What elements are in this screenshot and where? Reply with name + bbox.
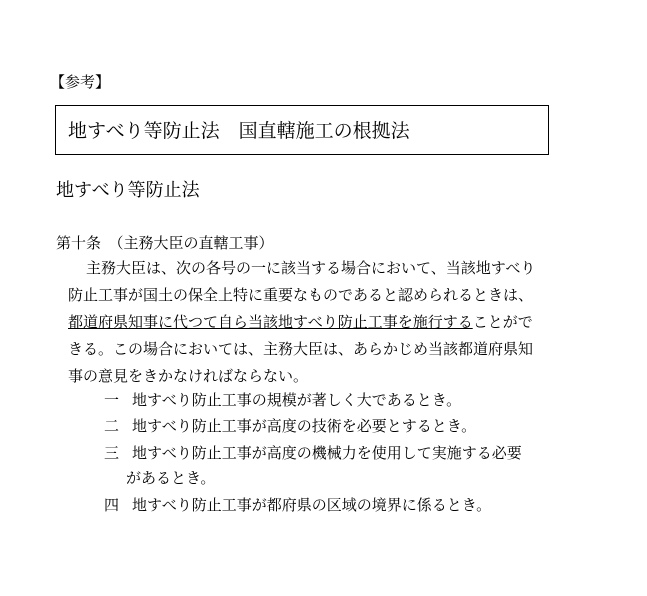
body-line-tail: ことがで [472, 313, 533, 331]
item-number: 二 [104, 417, 120, 435]
list-item [104, 442, 522, 464]
item-number: 三 [104, 444, 120, 462]
box-title: 地すべり等防止法 国直轄施工の根拠法 [68, 120, 410, 142]
body-line: 主務大臣は、次の各号の一に該当する場合において、当該地すべり [86, 259, 536, 277]
list-item [104, 389, 461, 411]
item-number: 一 [104, 391, 120, 409]
article-heading: 第十条 （主務大臣の直轄工事） [56, 234, 274, 252]
title-box [55, 105, 549, 155]
body-line: 事の意見をきかなければならない。 [68, 367, 309, 385]
body-line: 防止工事が国土の保全上特に重要なものであると認められるときは、 [68, 286, 534, 304]
law-title: 地すべり等防止法 [56, 180, 200, 201]
item-text: 地すべり防止工事の規模が著しく大であるとき。 [132, 391, 462, 409]
item-text: 地すべり防止工事が都府県の区域の境界に係るとき。 [132, 496, 492, 514]
list-item [104, 494, 491, 516]
item-number: 四 [104, 496, 120, 514]
body-line: きる。この場合においては、主務大臣は、あらかじめ当該都道府県知 [68, 340, 534, 358]
underlined-phrase: 都道府県知事に代つて自ら当該地すべり防止工事を施行する [68, 313, 473, 331]
item-text: 地すべり防止工事が高度の機械力を使用して実施する必要 [132, 444, 522, 462]
list-item [104, 415, 476, 437]
reference-label: 【参考】 [50, 73, 111, 91]
item-text: 地すべり防止工事が高度の技術を必要とするとき。 [132, 417, 477, 435]
body-line [68, 311, 533, 333]
list-item-continuation: があるとき。 [126, 469, 216, 487]
